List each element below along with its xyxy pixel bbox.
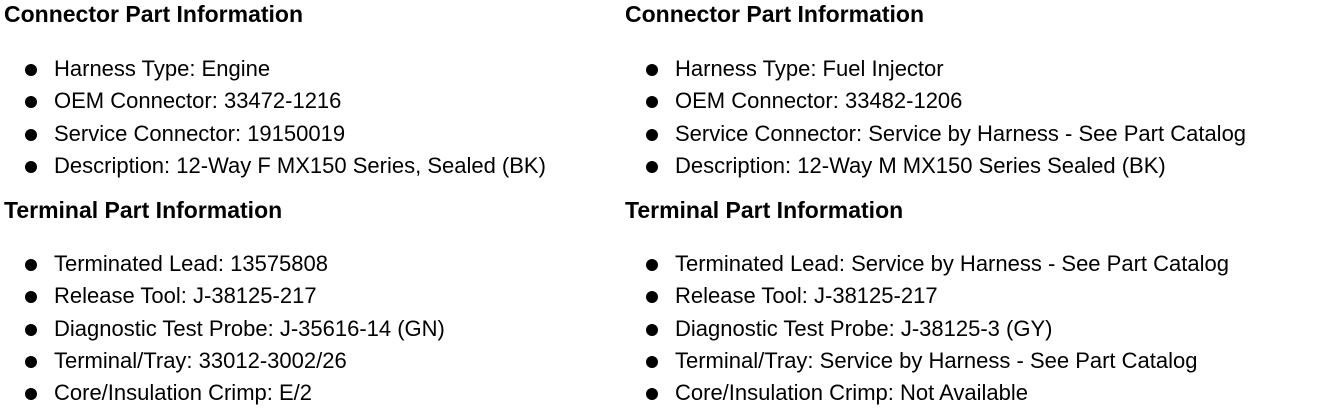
list-item-text: OEM Connector: 33472-1216 xyxy=(54,88,342,114)
bullet-icon xyxy=(646,129,658,141)
bullet-icon xyxy=(25,64,37,76)
list-item-text: Service Connector: 19150019 xyxy=(54,120,346,146)
list-item-text: Description: 12-Way F MX150 Series, Sealed (BK) xyxy=(54,152,546,178)
list-item-text: Terminated Lead: 13575808 xyxy=(54,251,328,276)
list-item-text: Terminated Lead: Service by Harness - See Part Catalog xyxy=(675,251,1229,276)
list-item-text: Description: 12-Way M MX150 Series Sealed (BK) xyxy=(675,152,1166,178)
list-item-text: Diagnostic Test Probe: J-35616-14 (GN) xyxy=(54,315,445,341)
bullet-icon xyxy=(25,96,37,108)
list-item-text: Core/Insulation Crimp: E/2 xyxy=(54,380,312,406)
list-item-text: OEM Connector: 33482-1206 xyxy=(675,88,963,114)
bullet-icon xyxy=(646,64,658,76)
list-item-text: Release Tool: J-38125-217 xyxy=(54,283,317,309)
terminal-part-info-title: Terminal Part Information xyxy=(4,197,283,223)
bullet-icon xyxy=(25,161,37,173)
list-item-text: Release Tool: J-38125-217 xyxy=(675,283,938,309)
list-item-text: Diagnostic Test Probe: J-38125-3 (GY) xyxy=(675,315,1053,341)
bullet-icon xyxy=(25,291,37,303)
bullet-icon xyxy=(646,161,658,173)
terminal-part-info-title: Terminal Part Information xyxy=(625,197,904,223)
bullet-icon xyxy=(25,129,37,141)
list-item-text: Harness Type: Engine xyxy=(54,56,271,81)
bullet-icon xyxy=(646,96,658,108)
bullet-icon xyxy=(646,324,658,336)
list-item-text: Core/Insulation Crimp: Not Available xyxy=(675,380,1028,406)
list-item-text: Terminal/Tray: 33012-3002/26 xyxy=(54,347,347,373)
bullet-icon xyxy=(25,388,37,400)
bullet-icon xyxy=(646,388,658,400)
connector-part-info-title: Connector Part Information xyxy=(4,1,304,27)
bullet-icon xyxy=(25,324,37,336)
bullet-icon xyxy=(646,259,658,271)
bullet-icon xyxy=(646,356,658,368)
bullet-icon xyxy=(25,259,37,271)
list-item-text: Service Connector: Service by Harness - See Part Catalog xyxy=(675,120,1247,146)
list-item-text: Terminal/Tray: Service by Harness - See Part Catalog xyxy=(675,347,1198,373)
connector-part-info-title: Connector Part Information xyxy=(625,1,925,27)
bullet-icon xyxy=(646,291,658,303)
list-item-text: Harness Type: Fuel Injector xyxy=(675,56,944,81)
bullet-icon xyxy=(25,356,37,368)
